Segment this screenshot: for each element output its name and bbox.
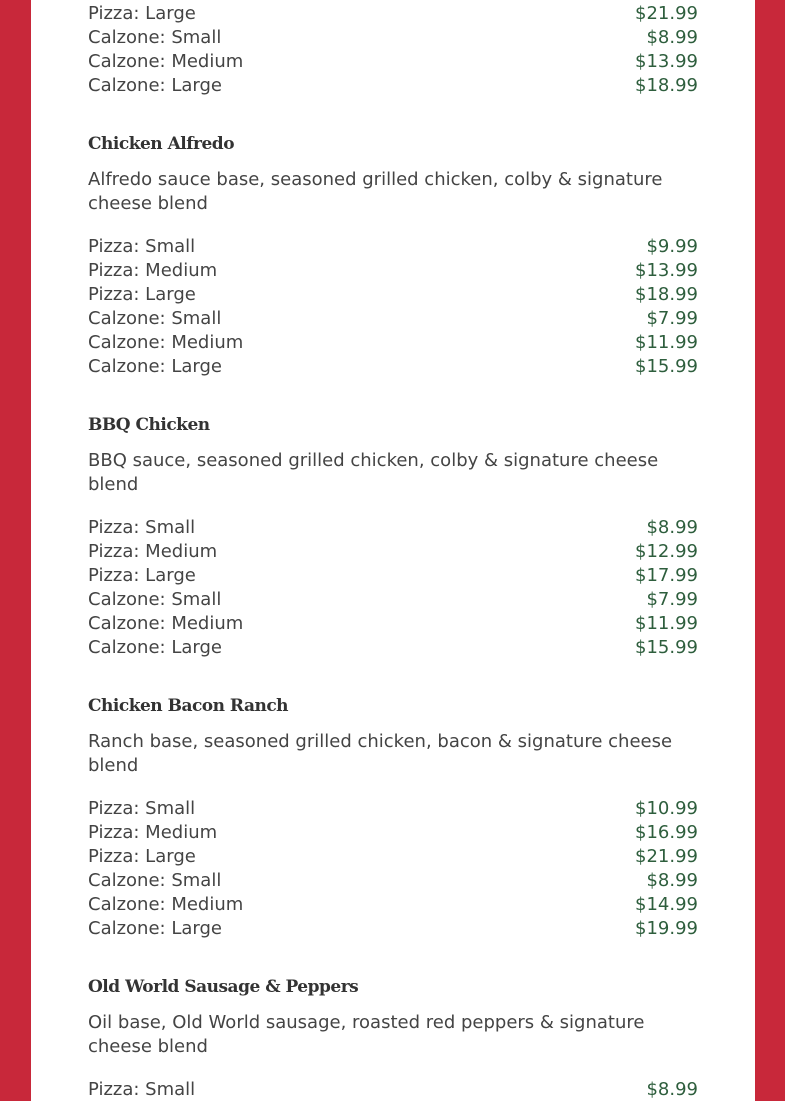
size-label: Pizza: Medium: [88, 260, 218, 281]
price-row: [88, 355, 698, 379]
size-label: Calzone: Large: [88, 637, 222, 658]
price-value: $21.99: [635, 846, 698, 867]
price-value: $14.99: [635, 894, 698, 915]
price-row: [88, 516, 698, 540]
price-value: $8.99: [646, 27, 698, 48]
price-list: [88, 797, 698, 941]
menu-item-chicken-bacon-ranch: [88, 694, 698, 941]
price-value: $9.99: [646, 236, 698, 257]
price-value: $7.99: [646, 308, 698, 329]
price-row: [88, 1078, 698, 1101]
size-label: Pizza: Medium: [88, 822, 218, 843]
price-row: [88, 564, 698, 588]
price-value: $21.99: [635, 3, 698, 24]
price-list-partial: [88, 2, 698, 98]
price-value: $19.99: [635, 918, 698, 939]
item-description: Ranch base, seasoned grilled chicken, bacon & signature cheese blend: [88, 731, 673, 776]
item-description: Oil base, Old World sausage, roasted red peppers & signature cheese blend: [88, 1012, 645, 1057]
size-label: Pizza: Small: [88, 517, 196, 538]
item-title: Chicken Bacon Ranch: [88, 696, 289, 716]
item-description: Alfredo sauce base, seasoned grilled chicken, colby & signature cheese blend: [88, 169, 663, 214]
price-value: $18.99: [635, 75, 698, 96]
item-title: BBQ Chicken: [88, 415, 210, 435]
item-title: Old World Sausage & Peppers: [88, 977, 359, 997]
size-label: Calzone: Small: [88, 27, 222, 48]
size-label: Pizza: Large: [88, 284, 196, 305]
price-value: $7.99: [646, 589, 698, 610]
price-row: [88, 50, 698, 74]
price-row: [88, 588, 698, 612]
menu-panel: [31, 0, 755, 1101]
price-value: $11.99: [635, 332, 698, 353]
price-value: $11.99: [635, 613, 698, 634]
size-label: Calzone: Small: [88, 589, 222, 610]
price-row: [88, 307, 698, 331]
price-value: $15.99: [635, 637, 698, 658]
price-value: $8.99: [646, 870, 698, 891]
price-row: [88, 283, 698, 307]
price-list: [88, 516, 698, 660]
price-row: [88, 821, 698, 845]
size-label: Calzone: Large: [88, 918, 222, 939]
menu-item-bbq-chicken: [88, 413, 698, 660]
size-label: Calzone: Medium: [88, 613, 244, 634]
price-value: $10.99: [635, 798, 698, 819]
price-row: [88, 636, 698, 660]
price-row: [88, 845, 698, 869]
price-row: [88, 331, 698, 355]
price-value: $13.99: [635, 51, 698, 72]
price-row: [88, 612, 698, 636]
price-row: [88, 259, 698, 283]
size-label: Calzone: Medium: [88, 332, 244, 353]
price-value: $15.99: [635, 356, 698, 377]
price-row: [88, 797, 698, 821]
price-value: $16.99: [635, 822, 698, 843]
size-label: Calzone: Medium: [88, 894, 244, 915]
price-row: [88, 893, 698, 917]
price-list: [88, 235, 698, 379]
menu-list: [88, 2, 698, 1101]
price-row: [88, 74, 698, 98]
price-value: $13.99: [635, 260, 698, 281]
price-value: $18.99: [635, 284, 698, 305]
size-label: Pizza: Large: [88, 846, 196, 867]
price-value: $12.99: [635, 541, 698, 562]
price-row: [88, 2, 698, 26]
menu-item-old-world-sausage-peppers: [88, 975, 698, 1101]
size-label: Calzone: Small: [88, 308, 222, 329]
size-label: Calzone: Large: [88, 75, 222, 96]
price-row: [88, 917, 698, 941]
item-title: Chicken Alfredo: [88, 134, 235, 154]
price-row: [88, 235, 698, 259]
size-label: Calzone: Small: [88, 870, 222, 891]
size-label: Calzone: Medium: [88, 51, 244, 72]
size-label: Pizza: Small: [88, 236, 196, 257]
price-value: $8.99: [646, 1079, 698, 1100]
size-label: Pizza: Small: [88, 798, 196, 819]
price-row: [88, 540, 698, 564]
menu-item-chicken-alfredo: [88, 132, 698, 379]
size-label: Pizza: Medium: [88, 541, 218, 562]
size-label: Calzone: Large: [88, 356, 222, 377]
price-value: $17.99: [635, 565, 698, 586]
price-list: [88, 1078, 698, 1101]
size-label: Pizza: Large: [88, 3, 196, 24]
price-row: [88, 869, 698, 893]
size-label: Pizza: Small: [88, 1079, 196, 1100]
size-label: Pizza: Large: [88, 565, 196, 586]
price-value: $8.99: [646, 517, 698, 538]
item-description: BBQ sauce, seasoned grilled chicken, colby & signature cheese blend: [88, 450, 659, 495]
price-row: [88, 26, 698, 50]
